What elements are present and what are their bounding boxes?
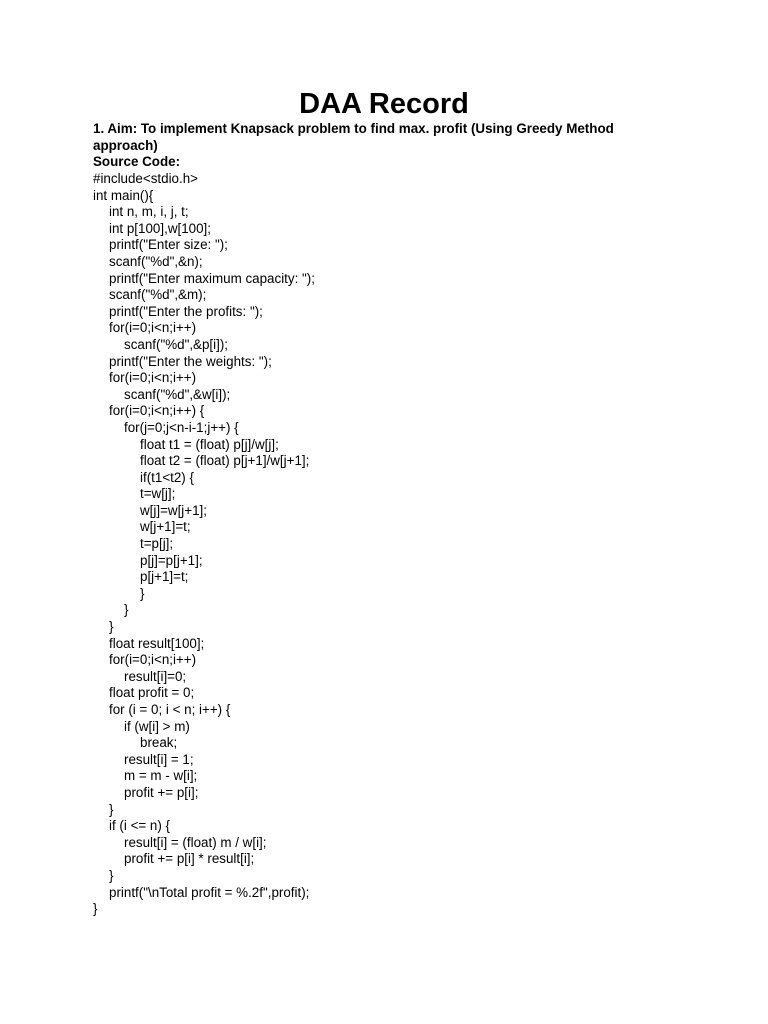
code-line: break; — [140, 735, 178, 751]
code-line: int main(){ — [93, 187, 154, 203]
code-line: } — [140, 585, 145, 601]
code-line: scanf("%d",&n); — [109, 253, 203, 269]
code-line: #include<stdio.h> — [93, 171, 198, 186]
code-line: w[j+1]=t; — [140, 519, 191, 535]
code-line: printf("Enter the profits: "); — [109, 303, 263, 319]
code-line: float t2 = (float) p[j+1]/w[j+1]; — [140, 453, 310, 469]
code-line: for(i=0;i<n;i++) — [109, 652, 197, 668]
code-line: for(i=0;i<n;i++) — [109, 320, 197, 336]
code-line: m = m - w[i]; — [124, 768, 198, 784]
code-line: scanf("%d",&w[i]); — [124, 386, 231, 402]
code-line: p[j]=p[j+1]; — [140, 552, 203, 568]
code-line: float profit = 0; — [109, 685, 195, 701]
code-line: t=p[j]; — [140, 536, 174, 552]
code-line: p[j+1]=t; — [140, 569, 189, 585]
code-line: for(i=0;i<n;i++) { — [109, 403, 205, 419]
code-line: printf("Enter maximum capacity: "); — [109, 270, 315, 286]
code-line: if (w[i] > m) — [124, 718, 190, 734]
code-line: } — [93, 901, 98, 917]
code-line: } — [109, 801, 114, 817]
code-line: for (i = 0; i < n; i++) { — [109, 702, 231, 717]
aim-heading: 1. Aim: To implement Knapsack problem to find max. profit (Using Greedy Method approach) — [93, 121, 614, 153]
code-line: for(j=0;j<n-i-1;j++) { — [124, 419, 239, 435]
code-line: scanf("%d",&p[i]); — [124, 336, 229, 352]
code-line: profit += p[i] * result[i]; — [124, 851, 255, 867]
code-line: float t1 = (float) p[j]/w[j]; — [140, 436, 279, 452]
code-line: result[i] = (float) m / w[i]; — [124, 834, 267, 850]
code-line: printf("Enter size: "); — [109, 237, 228, 253]
code-line: printf("Enter the weights: "); — [109, 353, 272, 369]
code-line: float result[100]; — [109, 635, 205, 651]
code-line: w[j]=w[j+1]; — [140, 502, 207, 518]
code-line: } — [109, 867, 114, 883]
code-line: result[i] = 1; — [124, 751, 194, 767]
code-line: } — [124, 602, 129, 618]
code-line: int p[100],w[100]; — [109, 220, 211, 236]
code-line: if (i <= n) { — [109, 818, 171, 834]
source-code-block — [93, 171, 315, 918]
code-line: for(i=0;i<n;i++) — [109, 370, 197, 386]
code-line: t=w[j]; — [140, 486, 176, 502]
page-title: DAA Record — [299, 88, 469, 120]
code-line: result[i]=0; — [124, 668, 187, 684]
code-line: int n, m, i, j, t; — [109, 204, 189, 220]
code-line: if(t1<t2) { — [140, 469, 194, 485]
code-line: profit += p[i]; — [124, 784, 199, 800]
code-line: printf("\nTotal profit = %.2f",profit); — [109, 884, 310, 900]
source-code-label: Source Code: — [93, 154, 181, 169]
code-line: scanf("%d",&m); — [109, 287, 207, 303]
code-line: } — [109, 619, 114, 635]
